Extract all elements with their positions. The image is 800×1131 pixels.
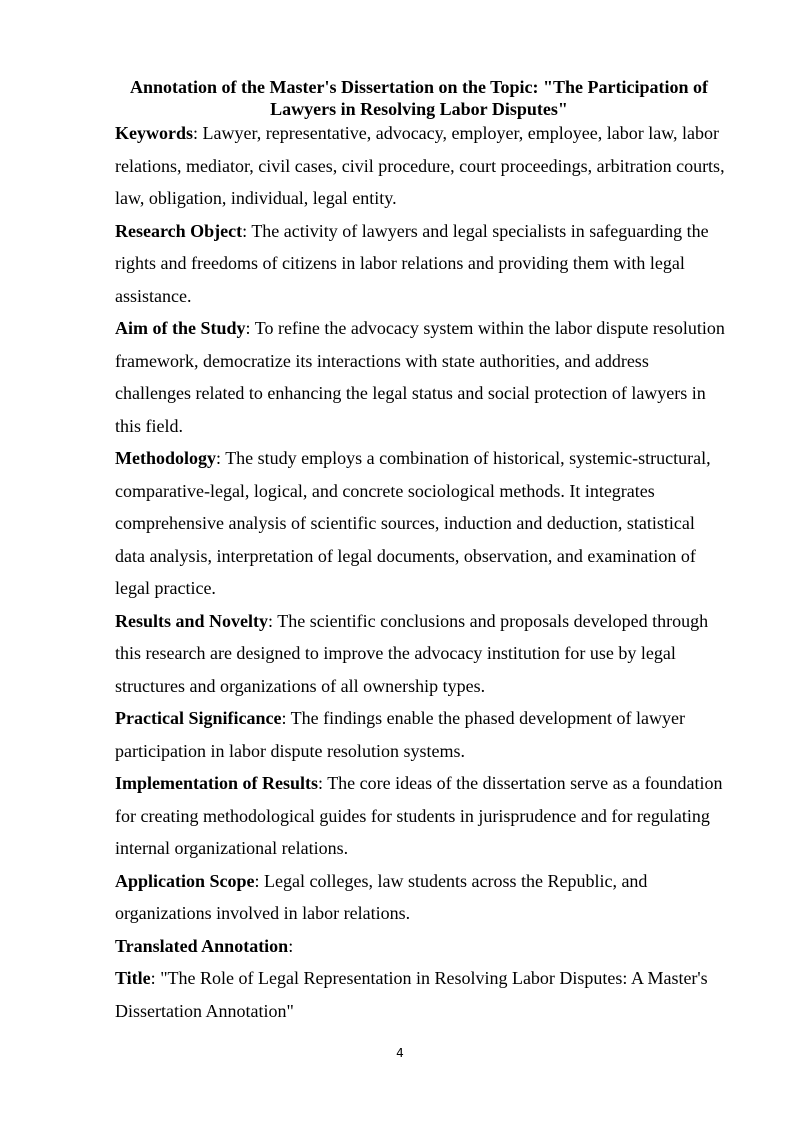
page-number: 4 [396,1046,404,1060]
section-translated-annotation [115,930,729,963]
section-label: Practical Significance [115,708,282,728]
section-text: Legal colleges, law students across the Republic, and organizations involved in labor relations. [115,870,648,923]
section-implementation [115,767,729,865]
section-aim-of-study [115,312,729,442]
section-text: The scientific conclusions and proposals developed through this research are designed to improve the advocacy institution for use by legal structures and organizations of all ownership types. [115,610,709,696]
section-title [115,962,729,1027]
section-text: To refine the advocacy system within the labor dispute resolution framework, democratize its interactions with state authorities, and address challenges related to enhancing the legal status and social protection of lawyers in this field. [115,318,725,436]
section-separator: : [318,773,324,793]
section-practical-significance [115,702,729,767]
section-separator: : [288,935,294,956]
section-text: The findings enable the phased development of lawyer participation in labor dispute resolution systems. [115,708,686,761]
section-separator: : [193,123,199,143]
section-label: Title [115,968,151,988]
section-label: Implementation of Results [115,773,318,793]
section-keywords [115,117,729,215]
section-label: Results and Novelty [115,610,269,631]
section-label: Research Object [115,220,243,241]
section-label: Keywords [115,123,193,143]
section-label: Methodology [115,448,216,468]
section-label: Application Scope [115,870,255,891]
document-title: Annotation of the Master's Dissertation on the Topic: "The Participation of Lawyers in Resolving Labor Disputes" [130,77,708,119]
section-label: Translated Annotation [115,935,289,956]
section-text: "The Role of Legal Representation in Resolving Labor Disputes: A Master's Dissertation Annotation" [115,968,708,1021]
section-separator: : [216,448,222,468]
section-separator: : [268,610,274,631]
section-text: Lawyer, representative, advocacy, employer, employee, labor law, labor relations, mediator, civil cases, civil procedure, court proceedings, arbitration courts, law, obligation, individual, legal entity. [115,123,725,208]
section-methodology [115,442,729,605]
section-separator: : [150,968,156,988]
section-text: The study employs a combination of historical, systemic-structural, comparative-legal, logical, and concrete sociological methods. It integrates comprehensive analysis of scientific sources, induction and deduction, statistical data analysis, interpretation of legal documents, observation, and examination of legal practice. [115,448,711,598]
document-body [115,117,729,1027]
section-separator: : [254,870,260,891]
section-label: Aim of the Study [115,318,246,338]
section-separator: : [242,220,248,241]
section-separator: : [281,708,287,728]
section-text: The activity of lawyers and legal specialists in safeguarding the rights and freedoms of citizens in labor relations and providing them with legal assistance. [115,220,709,306]
section-results-novelty [115,605,729,703]
section-application-scope [115,865,729,930]
section-research-object [115,215,729,313]
section-separator: : [245,318,251,338]
section-text: The core ideas of the dissertation serve as a foundation for creating methodological guides for students in jurisprudence and for regulating internal organizational relations. [115,773,723,858]
